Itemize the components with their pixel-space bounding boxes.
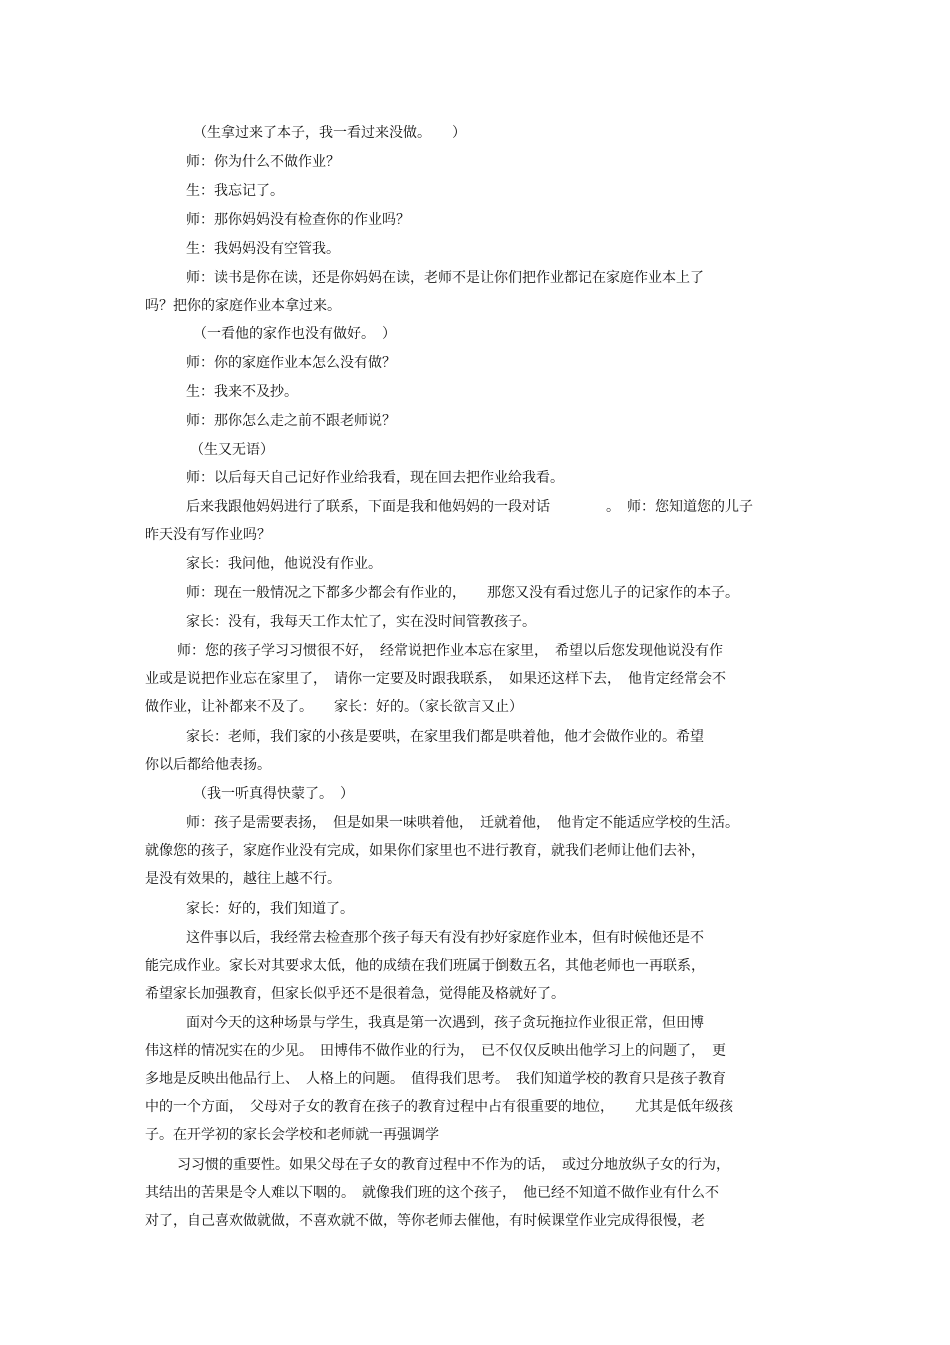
text-line: 你以后都给他表扬。: [145, 757, 271, 773]
text-line: 师：那你妈妈没有检查你的作业吗？: [186, 212, 410, 228]
text-line: 多地是反映出他品行上、 人格上的问题。 值得我们思考。 我们知道学校的教育只是孩子教育: [145, 1071, 726, 1087]
text-line: 生：我忘记了。: [186, 183, 284, 199]
text-line: 家长：老师，我们家的小孩是要哄，在家里我们都是哄着他，他才会做作业的。希望: [186, 729, 704, 745]
text-line: 师：你为什么不做作业？: [186, 154, 340, 170]
text-line: 生：我妈妈没有空管我。: [186, 241, 340, 257]
text-line: 中的一个方面， 父母对子女的教育在孩子的教育过程中占有很重要的地位， 尤其是低年级孩: [145, 1099, 733, 1115]
text-line: 师：你的家庭作业本怎么没有做？: [186, 355, 396, 371]
text-line: 家长：好的，我们知道了。: [186, 901, 354, 917]
text-line: 面对今天的这种场景与学生，我真是第一次遇到，孩子贪玩拖拉作业很正常，但田博: [186, 1015, 704, 1031]
text-line: 家长：没有，我每天工作太忙了，实在没时间管教孩子。: [186, 614, 536, 630]
text-line: 师：以后每天自己记好作业给我看，现在回去把作业给我看。: [186, 470, 564, 486]
text-line: 伟这样的情况实在的少见。 田博伟不做作业的行为， 已不仅仅反映出他学习上的问题了， 更: [145, 1043, 726, 1059]
text-line: （生拿过来了本子，我一看过来没做。 ）: [193, 125, 466, 141]
text-line: 师：那你怎么走之前不跟老师说？: [186, 413, 396, 429]
text-line: 是没有效果的，越往上越不行。: [145, 871, 341, 887]
text-line: 师：现在一般情况之下都多少都会有作业的， 那您又没有看过您儿子的记家作的本子。: [186, 585, 739, 601]
text-line: 吗？把你的家庭作业本拿过来。: [145, 298, 341, 314]
text-line: （一看他的家作也没有做好。 ）: [193, 326, 396, 342]
text-line: 做作业，让补都来不及了。 家长：好的。（家长欲言又止）: [145, 699, 523, 715]
text-line: 师：读书是你在读，还是你妈妈在读，老师不是让你们把作业都记在家庭作业本上了: [186, 270, 704, 286]
text-line: 子。在开学初的家长会学校和老师就一再强调学: [145, 1127, 439, 1143]
text-line: 后来我跟他妈妈进行了联系，下面是我和他妈妈的一段对话 。 师：您知道您的儿子: [186, 499, 753, 515]
text-line: 师：您的孩子学习习惯很不好， 经常说把作业本忘在家里， 希望以后您发现他说没有作: [177, 643, 723, 659]
text-line: 生：我来不及抄。: [186, 384, 298, 400]
text-line: 习习惯的重要性。如果父母在子女的教育过程中不作为的话， 或过分地放纵子女的行为，: [177, 1157, 730, 1173]
text-line: （我一听真得快蒙了。 ）: [193, 786, 354, 802]
text-line: 师：孩子是需要表扬， 但是如果一味哄着他， 迁就着他， 他肯定不能适应学校的生活。: [186, 815, 739, 831]
text-line: 业或是说把作业忘在家里了， 请你一定要及时跟我联系， 如果还这样下去， 他肯定经常会不: [145, 671, 726, 687]
text-line: 就像您的孩子，家庭作业没有完成，如果你们家里也不进行教育，就我们老师让他们去补，: [145, 843, 705, 859]
text-line: 昨天没有写作业吗？: [145, 527, 271, 543]
text-line: 家长：我问他，他说没有作业。: [186, 556, 382, 572]
text-line: 希望家长加强教育，但家长似乎还不是很着急，觉得能及格就好了。: [145, 986, 565, 1002]
text-line: 对了，自己喜欢做就做，不喜欢就不做，等你老师去催他，有时候课堂作业完成得很慢，老: [145, 1213, 705, 1229]
text-line: （生又无语）: [190, 442, 274, 458]
text-line: 其结出的苦果是令人难以下咽的。 就像我们班的这个孩子， 他已经不知道不做作业有什么不: [145, 1185, 719, 1201]
text-line: 这件事以后，我经常去检查那个孩子每天有没有抄好家庭作业本，但有时候他还是不: [186, 930, 704, 946]
text-line: 能完成作业。家长对其要求太低，他的成绩在我们班属于倒数五名，其他老师也一再联系，: [145, 958, 705, 974]
